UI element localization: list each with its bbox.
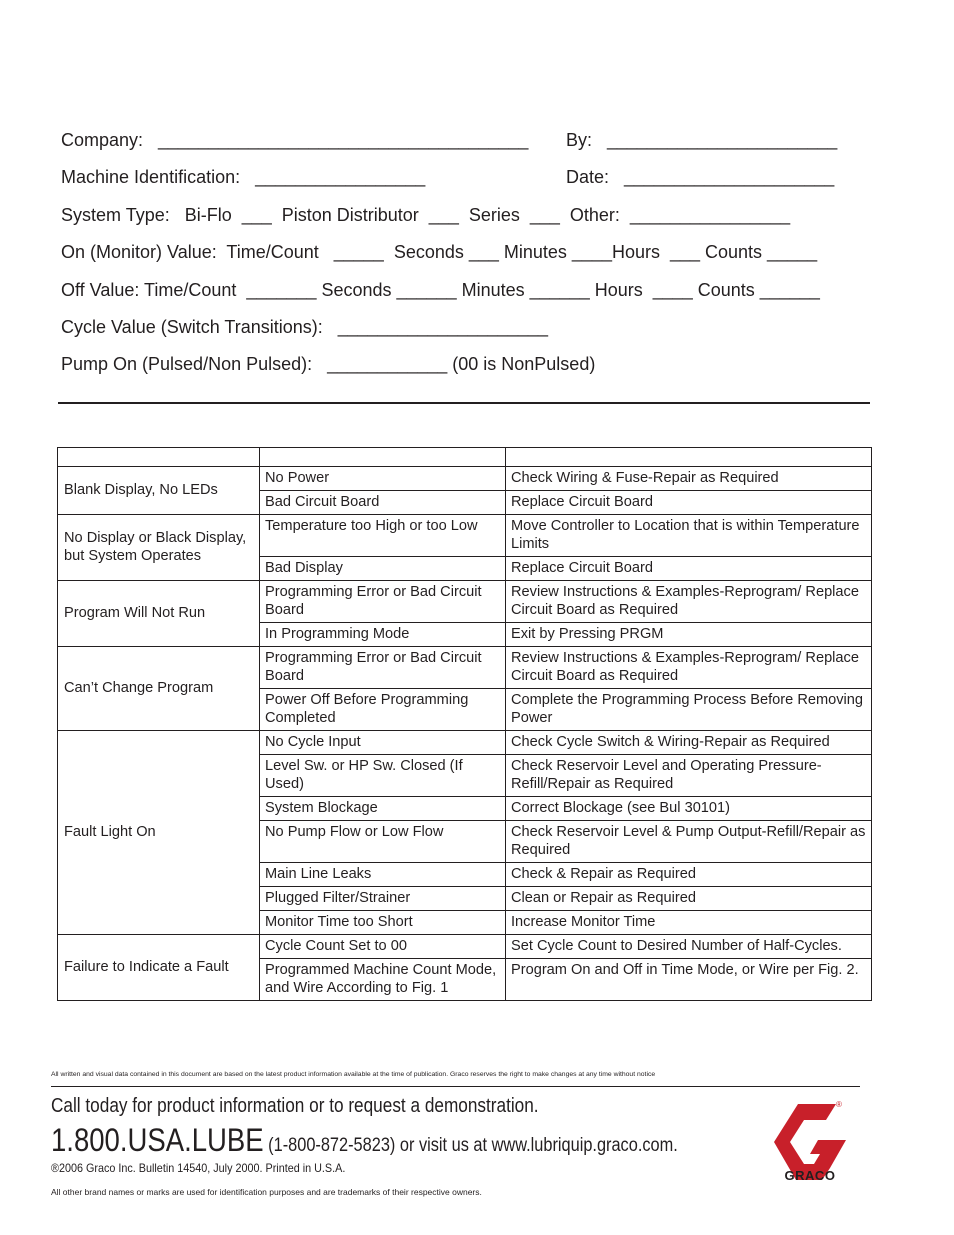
company-field: Company: _____________________________________ bbox=[61, 130, 529, 150]
cause-cell: Bad Circuit Board bbox=[260, 491, 506, 515]
table-row bbox=[58, 515, 872, 557]
remedy-cell: Move Controller to Location that is within Temperature Limits bbox=[506, 515, 872, 557]
cause-cell: Programming Error or Bad Circuit Board bbox=[260, 581, 506, 623]
remedy-cell: Complete the Programming Process Before Removing Power bbox=[506, 689, 872, 731]
trademark-notice: All other brand names or marks are used for identification purposes and are trademarks of their respective owners. bbox=[51, 1187, 482, 1197]
remedy-cell: Replace Circuit Board bbox=[506, 491, 872, 515]
phone-and-website[interactable]: (1-800-872-5823) or visit us at www.lubriquip.graco.com. bbox=[263, 1135, 678, 1156]
pump-on-field: Pump On (Pulsed/Non Pulsed): ____________ (00 is NonPulsed) bbox=[61, 354, 596, 374]
problem-cell: Can’t Change Program bbox=[58, 647, 260, 731]
copyright-text: ®2006 Graco Inc. Bulletin 14540, July 2000. Printed in U.S.A. bbox=[51, 1161, 346, 1175]
remedy-cell: Check & Repair as Required bbox=[506, 863, 872, 887]
cycle-value-field: Cycle Value (Switch Transitions): _____________________ bbox=[61, 317, 548, 337]
cause-cell: System Blockage bbox=[260, 797, 506, 821]
cause-cell: Level Sw. or HP Sw. Closed (If Used) bbox=[260, 755, 506, 797]
remedy-cell: Increase Monitor Time bbox=[506, 911, 872, 935]
date-field: Date: _____________________ bbox=[566, 167, 835, 187]
graco-logo-wordmark: GRACO bbox=[784, 1168, 836, 1183]
remedy-cell: Check Reservoir Level and Operating Pressure-Refill/Repair as Required bbox=[506, 755, 872, 797]
remedy-cell: Review Instructions & Examples-Reprogram/ Replace Circuit Board as Required bbox=[506, 647, 872, 689]
cause-cell: Bad Display bbox=[260, 557, 506, 581]
remedy-cell: Check Wiring & Fuse-Repair as Required bbox=[506, 467, 872, 491]
remedy-cell: Check Reservoir Level & Pump Output-Refill/Repair as Required bbox=[506, 821, 872, 863]
cause-cell: Cycle Count Set to 00 bbox=[260, 935, 506, 959]
by-field: By: _______________________ bbox=[566, 130, 838, 150]
cause-cell: No Power bbox=[260, 467, 506, 491]
machine-id-field: Machine Identification: _________________ bbox=[61, 167, 426, 187]
remedy-cell: Exit by Pressing PRGM bbox=[506, 623, 872, 647]
remedy-cell: Replace Circuit Board bbox=[506, 557, 872, 581]
problem-cell: Blank Display, No LEDs bbox=[58, 467, 260, 515]
troubleshooting-table bbox=[57, 447, 872, 1001]
system-type-field: System Type: Bi-Flo ___ Piston Distributor ___ Series ___ Other: ________________ bbox=[61, 205, 791, 225]
call-to-action: Call today for product information or to request a demonstration. bbox=[51, 1095, 539, 1117]
table-row bbox=[58, 731, 872, 755]
problem-cell: Fault Light On bbox=[58, 731, 260, 935]
cause-cell: Plugged Filter/Strainer bbox=[260, 887, 506, 911]
cause-cell: Programming Error or Bad Circuit Board bbox=[260, 647, 506, 689]
remedy-cell: Correct Blockage (see Bul 30101) bbox=[506, 797, 872, 821]
phone-number[interactable]: 1.800.USA.LUBE bbox=[51, 1122, 264, 1158]
problem-cell: No Display or Black Display, but System Operates bbox=[58, 515, 260, 581]
remedy-cell: Set Cycle Count to Desired Number of Half-Cycles. bbox=[506, 935, 872, 959]
off-value-field: Off Value: Time/Count _______ Seconds ______ Minutes ______ Hours ____ Counts ______ bbox=[61, 280, 820, 300]
registered-mark: ® bbox=[836, 1100, 842, 1109]
remedy-cell: Check Cycle Switch & Wiring-Repair as Required bbox=[506, 731, 872, 755]
footer-divider bbox=[51, 1086, 860, 1087]
header-remedy bbox=[506, 448, 872, 467]
header-cause bbox=[260, 448, 506, 467]
table-row bbox=[58, 581, 872, 623]
cause-cell: Programmed Machine Count Mode, and Wire According to Fig. 1 bbox=[260, 959, 506, 1001]
header-problem bbox=[58, 448, 260, 467]
table-row bbox=[58, 935, 872, 959]
section-divider bbox=[58, 402, 870, 404]
cause-cell: Main Line Leaks bbox=[260, 863, 506, 887]
cause-cell: Temperature too High or too Low bbox=[260, 515, 506, 557]
problem-cell: Program Will Not Run bbox=[58, 581, 260, 647]
problem-cell: Failure to Indicate a Fault bbox=[58, 935, 260, 1001]
remedy-cell: Review Instructions & Examples-Reprogram/ Replace Circuit Board as Required bbox=[506, 581, 872, 623]
contact-line bbox=[51, 1122, 678, 1159]
remedy-cell: Clean or Repair as Required bbox=[506, 887, 872, 911]
cause-cell: In Programming Mode bbox=[260, 623, 506, 647]
table-row bbox=[58, 647, 872, 689]
cause-cell: No Pump Flow or Low Flow bbox=[260, 821, 506, 863]
cause-cell: Monitor Time too Short bbox=[260, 911, 506, 935]
cause-cell: Power Off Before Programming Completed bbox=[260, 689, 506, 731]
table-header-row bbox=[58, 448, 872, 467]
table-row bbox=[58, 467, 872, 491]
disclaimer-text: All written and visual data contained in this document are based on the latest product information available at the time of publication. Graco reserves the right to make changes at any time without notice bbox=[51, 1071, 656, 1078]
remedy-cell: Program On and Off in Time Mode, or Wire per Fig. 2. bbox=[506, 959, 872, 1001]
cause-cell: No Cycle Input bbox=[260, 731, 506, 755]
on-value-field: On (Monitor) Value: Time/Count _____ Seconds ___ Minutes ____Hours ___ Counts _____ bbox=[61, 242, 818, 262]
